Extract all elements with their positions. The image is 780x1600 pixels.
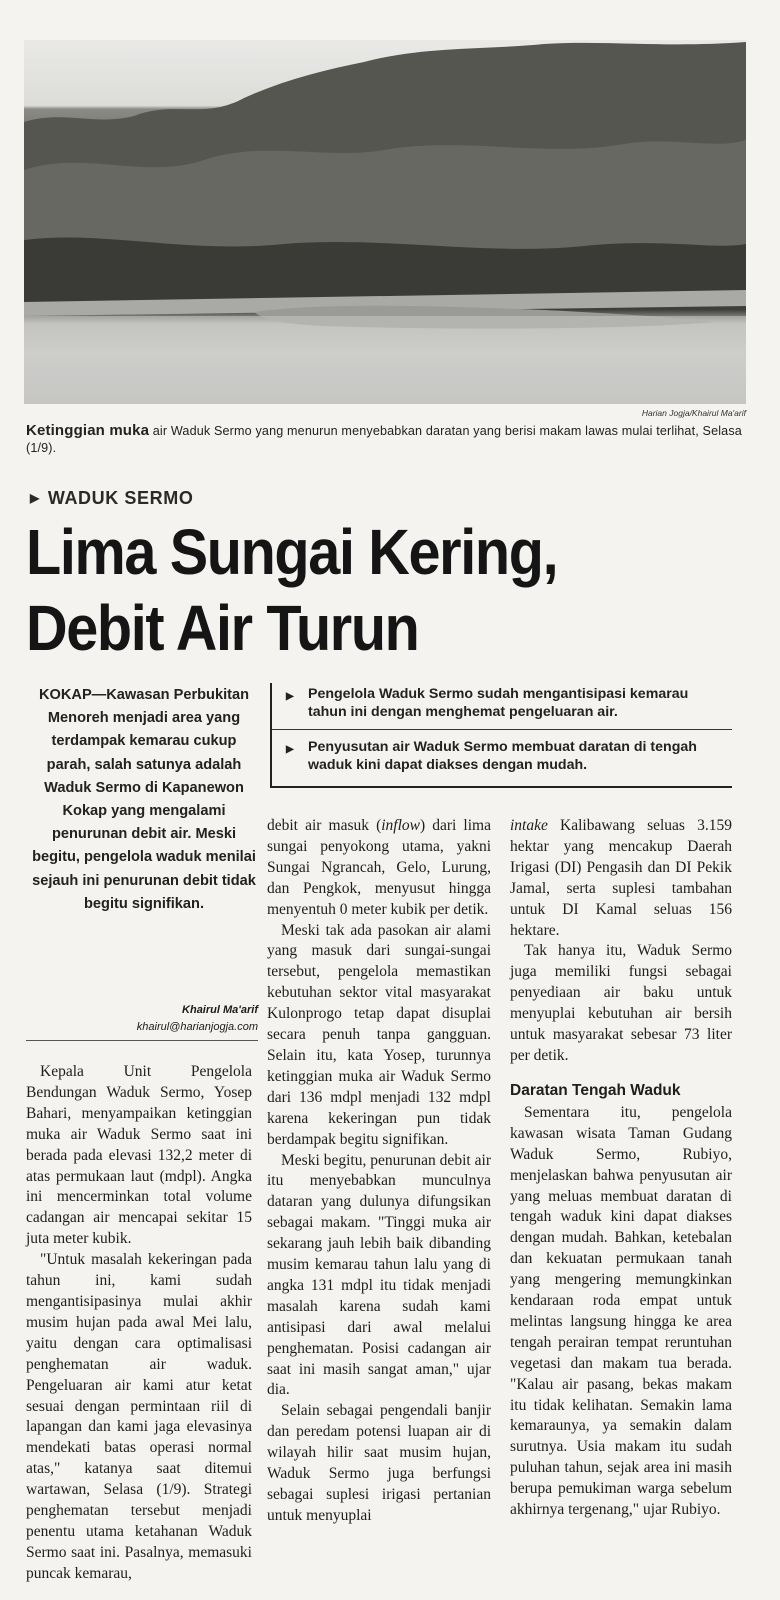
byline-divider <box>26 1040 258 1041</box>
paragraph <box>510 816 732 941</box>
photo-credit: Harian Jogja/Khairul Ma'arif <box>641 408 746 418</box>
kicker-label: WADUK SERMO <box>47 488 194 508</box>
paragraph: Meski begitu, penurunan debit air itu menyebabkan munculnya dataran yang dulunya difungsikan sebagai makam. "Tinggi muka air sekarang jauh lebih baik dibanding musim kemarau tahun lalu yang di angka 131 mdpl itu tidak menjadi masalah karena sudah kami antisipasi dari awal melalui penghematan. Posisi cadangan air saat ini masih sangat aman," ujar dia. <box>267 1151 491 1399</box>
triangle-right-icon: ▶ <box>286 691 294 702</box>
paragraph: Sementara itu, pengelola kawasan wisata Taman Gudang Waduk Sermo, Rubiyo, menjelaskan bahwa penyusutan air yang meluas membuat daratan di tengah waduk kini dapat diakses dengan mudah. Bahkan, ketebalan dan kekuatan permukaan tanah yang mengering memungkinkan kendaraan roda empat untuk melintas langsung hingga ke area tengah perairan tempat reruntuhan vegetasi dan makam tua berada. "Kalau air pasang, bekas makam itu tidak kelihatan. Semakin lama kemaraunya, ya semakin dalam surutnya. Usia makam itu sudah puluhan tahun, sejak area ini masih berupa pemukiman warga sebelum akhirnya tergenang," ujar Rubiyo. <box>510 1103 732 1519</box>
paragraph <box>267 816 491 921</box>
byline <box>26 1002 258 1036</box>
paragraph-text: Kalibawang seluas 3.159 hektar yang mencakup Daerah Irigasi (DI) Pengasih dan DI Pekik Jamal, serta suplesi tambahan untuk DI Kamal seluas 156 hektare. <box>510 817 732 939</box>
article-headline <box>26 514 692 666</box>
triangle-right-icon: ▶ <box>30 491 40 505</box>
highlight-item <box>272 683 732 729</box>
article-column-3 <box>510 816 732 1521</box>
paragraph-italic: inflow <box>381 817 420 834</box>
paragraph: Meski tak ada pasokan air alami yang masuk dari sungai-sungai tersebut, pengelola memastikan kebutuhan sektor vital masyarakat Kulonprogo tetap dapat disuplai secara penuh tanpa gangguan. Selain itu, kata Yosep, turunnya ketinggian muka air Waduk Sermo dari 136 mdpl menjadi 132 mdpl karena kekeringan pun tidak berdampak begitu signifikan. <box>267 921 491 1148</box>
paragraph-text: ) dari lima sungai penyokong utama, yakni Sungai Ngrancah, Gelo, Lurung, dan Pengkok, menyusut hingga menyentuh 0 meter kubik per detik. <box>267 817 491 918</box>
author-name: Khairul Ma'arif <box>182 1004 258 1016</box>
section-kicker <box>30 488 193 509</box>
paragraph: Selain sebagai pengendali banjir dan peredam potensi luapan air di wilayah hilir saat musim hujan, Waduk Sermo juga berfungsi sebagai suplesi irigasi pertanian untuk menyuplai <box>267 1402 491 1524</box>
triangle-right-icon: ▶ <box>286 744 294 755</box>
paragraph: Tak hanya itu, Waduk Sermo juga memiliki fungsi sebagai penyediaan air baku untuk menyuplai kebutuhan air bersih untuk masyarakat sebesar 73 liter per detik. <box>510 942 732 1064</box>
highlight-item <box>272 729 732 782</box>
photo-caption <box>26 422 750 457</box>
headline-line-2: Debit Air Turun <box>26 592 419 664</box>
reservoir-photo-art <box>24 40 746 404</box>
highlight-text: Pengelola Waduk Sermo sudah mengantisipasi kemarau tahun ini dengan menghemat pengeluaran air. <box>308 686 689 720</box>
subheading: Daratan Tengah Waduk <box>510 1081 681 1099</box>
paragraph-text: debit air masuk ( <box>267 817 382 834</box>
highlight-text: Penyusutan air Waduk Sermo membuat daratan di tengah waduk kini dapat diakses dengan mudah. <box>308 739 697 773</box>
article-column-2 <box>267 816 491 1527</box>
article-lede: KOKAP—Kawasan Perbukitan Menoreh menjadi area yang terdampak kemarau cukup parah, salah satunya adalah Waduk Sermo di Kapanewon Kokap yang mengalami penurunan debit air. Meski begitu, pengelola waduk menilai sejauh ini penurunan debit tidak begitu signifikan. <box>32 687 256 912</box>
article-column-1 <box>26 1062 252 1585</box>
headline-line-1: Lima Sungai Kering, <box>26 516 558 588</box>
reservoir-photo <box>24 40 746 404</box>
author-email: khairul@harianjogja.com <box>136 1021 258 1033</box>
caption-lead: Ketinggian muka <box>26 422 150 439</box>
paragraph: "Untuk masalah kekeringan pada tahun ini, kami sudah mengantisipasinya mulai akhir musim hujan pada awal Mei lalu, yaitu dengan cara optimalisasi penghematan air waduk. Pengeluaran air kami atur ketat sesuai dengan permintaan riil di lapangan dan kami jaga elevasinya mendekati batas operasi normal atas," katanya saat ditemui wartawan, Selasa (1/9). Strategi penghematan tersebut menjadi penentu utama ketahanan Waduk Sermo saat ini. Pasalnya, memasuki puncak kemarau, <box>26 1251 252 1582</box>
highlights-box <box>270 683 732 788</box>
caption-text: air Waduk Sermo yang menurun menyebabkan daratan yang berisi makam lawas mulai terlihat, Selasa (1/9). <box>26 424 742 455</box>
paragraph: Kepala Unit Pengelola Bendungan Waduk Sermo, Yosep Bahari, menyampaikan ketinggian muka air Waduk Sermo saat ini berada pada elevasi 132,2 meter di atas permukaan laut (mdpl). Angka ini mencerminkan total volume cadangan air mencapai sekitar 15 juta meter kubik. <box>26 1063 252 1248</box>
paragraph-italic: intake <box>510 817 548 834</box>
